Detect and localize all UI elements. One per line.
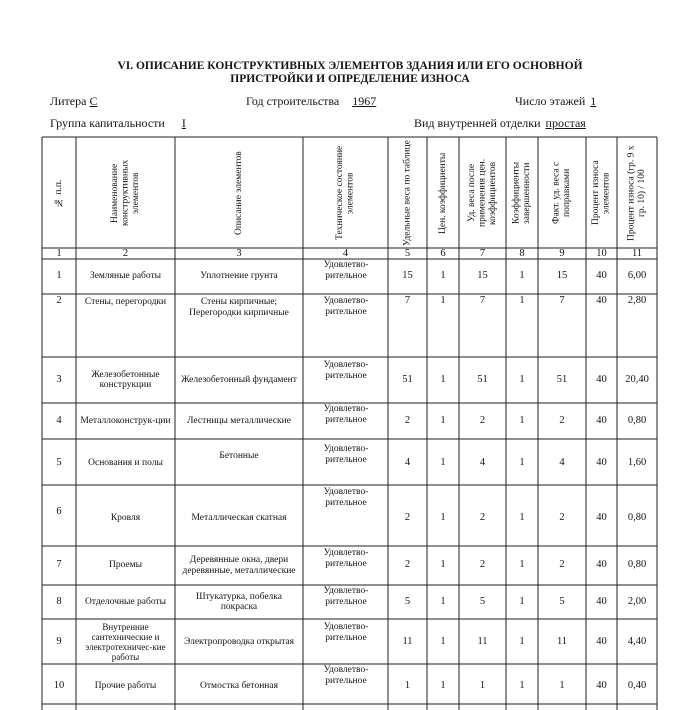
completeness-coefficient: 1	[519, 373, 525, 385]
table-weight: 4	[404, 456, 411, 468]
price-coefficient: 1	[440, 679, 446, 691]
actual-weight: 7	[559, 295, 565, 306]
completeness-coefficient: 1	[519, 595, 525, 607]
price-coefficient: 1	[440, 511, 446, 523]
adjusted-weight: 15	[477, 270, 488, 282]
wear-percent: 40	[596, 559, 607, 571]
column-number: 8	[519, 248, 525, 259]
wear-percent: 40	[596, 270, 607, 282]
technical-state: Удовлетво-рительное	[323, 296, 369, 317]
price-coefficient: 1	[440, 295, 446, 306]
header-description: Описание элементов	[233, 151, 244, 235]
completeness-coefficient: 1	[519, 295, 525, 306]
technical-state: Удовлетво-рительное	[323, 622, 369, 643]
adjusted-weight: 51	[477, 373, 488, 385]
adjusted-weight: 1	[479, 679, 486, 691]
technical-state: Удовлетво-рительное	[323, 360, 369, 381]
header-actual-weights: Факт. уд. веса с поправками	[551, 161, 572, 225]
wear-percent: 40	[596, 295, 607, 306]
wear-result: 6,00	[627, 270, 647, 282]
row-number: 2	[56, 295, 62, 306]
completeness-coefficient: 1	[519, 270, 525, 282]
adjusted-weight: 2	[479, 559, 486, 571]
element-name: Земляные работы	[89, 271, 162, 282]
table-weight: 51	[402, 373, 413, 385]
element-description: Отмостка бетонная	[200, 680, 278, 691]
element-name: Кровля	[110, 512, 141, 523]
wear-result: 2,80	[627, 295, 647, 306]
wear-percent: 40	[596, 414, 607, 426]
price-coefficient: 1	[440, 559, 446, 571]
finish-value: простая	[545, 116, 586, 130]
technical-state: Удовлетво-рительное	[323, 487, 369, 508]
adjusted-weight: 7	[479, 295, 486, 306]
header-table-weights: Удельные веса по таблице	[402, 140, 413, 246]
element-name: Основания и полы	[88, 457, 163, 468]
title-line-2: ПРИСТРОЙКИ И ОПРЕДЕЛЕНИЕ ИЗНОСА	[230, 73, 470, 85]
wear-percent: 40	[596, 635, 607, 647]
row-number: 3	[56, 373, 62, 385]
technical-state: Удовлетво-рительное	[323, 260, 369, 281]
floors-label: Число этажей	[515, 94, 586, 108]
header-completeness-coefficients: Коэффициенты завершенности	[511, 161, 532, 225]
adjusted-weight: 4	[479, 456, 486, 468]
completeness-coefficient: 1	[519, 414, 525, 426]
actual-weight: 2	[559, 414, 565, 426]
adjusted-weight: 2	[479, 414, 486, 426]
actual-weight: 4	[559, 456, 565, 468]
header-price-coefficients: Цен. коэффициенты	[437, 152, 448, 234]
header-weights-after-coefficients: Уд. веса после применения цен. коэффициентов	[466, 158, 498, 228]
year-value: 1967	[352, 94, 377, 108]
price-coefficient: 1	[440, 373, 446, 385]
row-number: 8	[56, 595, 62, 607]
wear-result: 20,40	[625, 373, 649, 385]
actual-weight: 2	[559, 559, 565, 571]
element-description: Уплотнение грунта	[200, 271, 278, 282]
column-number: 2	[122, 248, 129, 259]
header-wear-formula: Процент износа (гр. 9 х гр. 10) / 100	[626, 145, 647, 241]
header-element-name: Наименование конструктивных элементов	[109, 159, 141, 227]
wear-percent: 40	[596, 511, 607, 523]
column-number: 11	[631, 248, 643, 259]
adjusted-weight: 11	[477, 635, 488, 647]
column-number: 5	[404, 248, 411, 259]
column-number: 1	[56, 248, 62, 259]
price-coefficient: 1	[440, 270, 446, 282]
header-technical-state: Техническое состояние элементов	[335, 145, 356, 241]
wear-percent: 40	[596, 456, 607, 468]
wear-percent: 40	[596, 679, 607, 691]
year-label: Год строительства	[246, 94, 340, 108]
completeness-coefficient: 1	[519, 635, 525, 647]
column-number: 10	[596, 248, 607, 259]
wear-result: 0,80	[627, 414, 647, 426]
wear-percent: 40	[596, 595, 607, 607]
row-number: 4	[56, 414, 62, 426]
price-coefficient: 1	[440, 595, 446, 607]
header-number: № п.п.	[53, 179, 64, 207]
table-weight: 2	[404, 414, 411, 426]
column-number: 4	[342, 248, 349, 259]
technical-state: Удовлетво-рительное	[323, 404, 369, 425]
actual-weight: 15	[556, 270, 568, 282]
technical-state: Удовлетво-рительное	[323, 665, 369, 686]
header-wear-percent: Процент износа элементов	[591, 160, 612, 226]
adjusted-weight: 5	[479, 595, 486, 607]
price-coefficient: 1	[440, 456, 446, 468]
technical-state: Удовлетво-рительное	[323, 444, 369, 465]
price-coefficient: 1	[440, 414, 446, 426]
column-number: 6	[440, 248, 446, 259]
element-name: Железобетонные конструкции	[91, 369, 160, 390]
wear-percent: 40	[596, 373, 607, 385]
actual-weight: 11	[556, 635, 568, 647]
element-name: Стены, перегородки	[84, 297, 167, 307]
column-number: 9	[559, 248, 565, 259]
title-line-1: VI. ОПИСАНИЕ КОНСТРУКТИВНЫХ ЭЛЕМЕНТОВ ЗДАНИЯ ИЛИ ЕГО ОСНОВНОЙ	[117, 60, 583, 72]
table-weight: 7	[404, 295, 411, 306]
completeness-coefficient: 1	[519, 679, 525, 691]
finish-label: Вид внутренней отделки	[414, 116, 541, 130]
element-description: Стены кирпичные; Перегородки кирпичные	[189, 297, 289, 318]
row-number: 1	[56, 270, 62, 282]
completeness-coefficient: 1	[519, 456, 525, 468]
table-weight: 2	[404, 559, 411, 571]
table-weight: 2	[404, 511, 411, 523]
table-weight: 15	[402, 270, 413, 282]
element-description: Деревянные окна, двери деревянные, металлические	[182, 555, 296, 576]
wear-result: 0,80	[627, 511, 647, 523]
row-number: 5	[56, 456, 62, 468]
wear-result: 4,40	[627, 635, 647, 647]
wear-result: 0,40	[627, 679, 647, 691]
element-description: Электропроводка открытая	[183, 636, 295, 647]
technical-state: Удовлетво-рительное	[323, 548, 369, 569]
column-number: 3	[236, 248, 242, 259]
element-name: Проемы	[108, 560, 143, 571]
completeness-coefficient: 1	[519, 511, 525, 523]
row-number: 9	[56, 635, 62, 647]
row-number: 7	[56, 559, 62, 571]
floors-value: 1	[590, 94, 597, 108]
element-name: Отделочные работы	[85, 596, 166, 607]
wear-result: 2,00	[627, 595, 647, 607]
element-name: Металлоконструк-ции	[80, 415, 171, 426]
group-value: I	[181, 116, 186, 130]
actual-weight: 1	[559, 679, 565, 691]
group-label: Группа капитальности	[50, 116, 165, 130]
wear-result: 0,80	[627, 559, 647, 571]
litera-value: С	[89, 94, 98, 108]
element-description: Металлическая скатная	[191, 512, 287, 523]
litera-label: Литера	[50, 94, 87, 108]
table-weight: 5	[404, 595, 411, 607]
actual-weight: 2	[559, 511, 565, 523]
row-number: 10	[53, 679, 65, 691]
element-description: Железобетонный фундамент	[181, 374, 297, 385]
element-description: Бетонные	[219, 451, 259, 461]
wear-result: 1,60	[627, 456, 647, 468]
row-number: 6	[56, 505, 62, 517]
element-description: Штукатурка, побелка покраска	[196, 591, 282, 612]
column-number: 7	[479, 248, 486, 259]
table-weight: 1	[404, 679, 411, 691]
adjusted-weight: 2	[479, 511, 486, 523]
element-description: Лестницы металлические	[187, 415, 291, 426]
element-name: Внутренние сантехнические и электротехничес-кие работы	[85, 622, 166, 662]
actual-weight: 51	[556, 373, 568, 385]
price-coefficient: 1	[440, 635, 446, 647]
completeness-coefficient: 1	[519, 559, 525, 571]
technical-state: Удовлетво-рительное	[323, 586, 369, 607]
element-name: Прочие работы	[94, 680, 157, 691]
table-weight: 11	[402, 635, 413, 647]
actual-weight: 5	[559, 595, 565, 607]
